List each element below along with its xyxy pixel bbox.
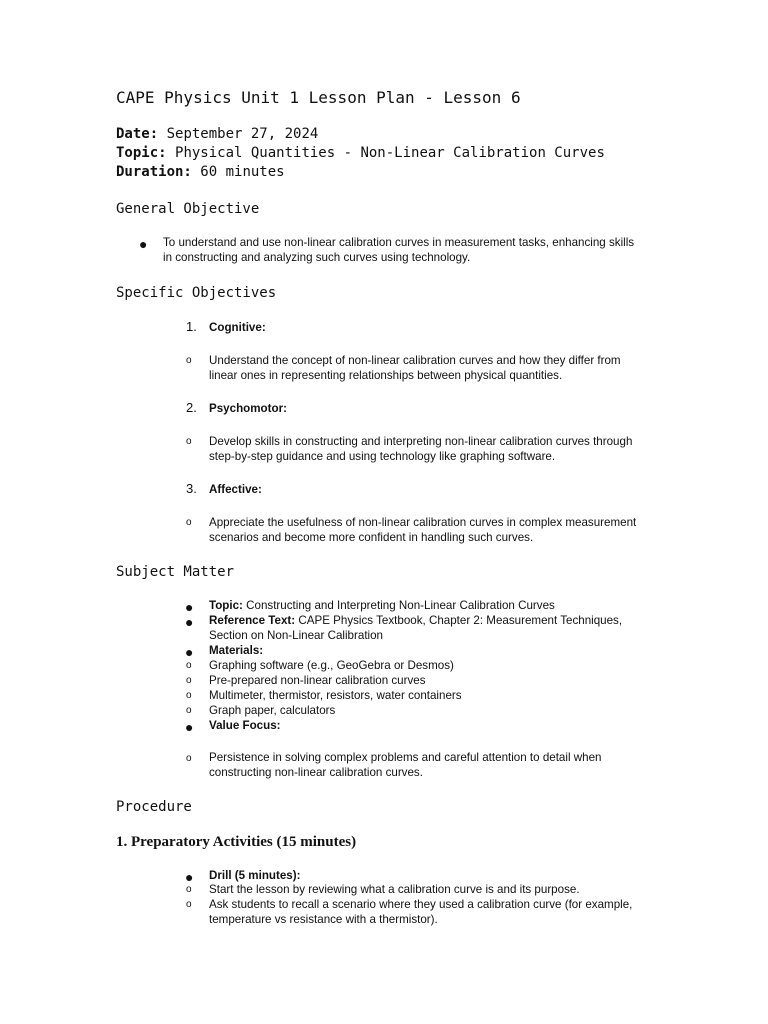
- circle-marker: o: [186, 705, 192, 716]
- bullet-marker: ●: [185, 599, 194, 615]
- duration-line: [116, 164, 285, 180]
- drill-item: temperature vs resistance with a thermistor).: [209, 913, 438, 926]
- circle-marker: o: [186, 660, 192, 671]
- general-objective-heading: General Objective: [116, 201, 260, 217]
- material-item: Pre-prepared non-linear calibration curves: [209, 674, 426, 687]
- circle-marker: o: [186, 753, 192, 764]
- material-item: Graph paper, calculators: [209, 704, 336, 717]
- circle-marker: o: [186, 899, 192, 910]
- objective-detail-line: Appreciate the usefulness of non-linear calibration curves in complex measurement: [209, 516, 637, 529]
- duration-value: 60 minutes: [200, 164, 285, 180]
- bullet-marker: ●: [185, 869, 194, 885]
- materials-label: Materials:: [209, 644, 264, 657]
- drill-label: Drill (5 minutes):: [209, 869, 301, 882]
- material-item: Graphing software (e.g., GeoGebra or Desmos): [209, 659, 454, 672]
- objective-detail-line: step-by-step guidance and using technology like graphing software.: [209, 450, 556, 463]
- objective-label: Affective:: [209, 483, 262, 496]
- general-objective-line: To understand and use non-linear calibration curves in measurement tasks, enhancing skills: [163, 236, 635, 249]
- value-focus-line: Persistence in solving complex problems and careful attention to detail when: [209, 751, 602, 764]
- subject-topic-line: Topic: Constructing and Interpreting Non-Linear Calibration Curves: [209, 599, 555, 612]
- duration-label: Duration:: [116, 164, 192, 180]
- bullet-marker: ●: [185, 719, 194, 735]
- objective-detail-line: scenarios and become more confident in handling such curves.: [209, 531, 534, 544]
- reference-text-line: Reference Text: CAPE Physics Textbook, Chapter 2: Measurement Techniques,: [209, 614, 623, 627]
- reference-text-line: Section on Non-Linear Calibration: [209, 629, 384, 642]
- circle-marker: o: [186, 690, 192, 701]
- value-focus-line: constructing non-linear calibration curves.: [209, 766, 423, 779]
- circle-marker: o: [186, 675, 192, 686]
- date-label: Date:: [116, 126, 159, 142]
- objective-detail-line: Understand the concept of non-linear calibration curves and how they differ from: [209, 354, 621, 367]
- objective-number: 3.: [186, 481, 197, 496]
- circle-marker: o: [186, 884, 192, 895]
- circle-marker: o: [186, 355, 192, 366]
- date-line: [116, 126, 318, 142]
- circle-marker: o: [186, 517, 192, 528]
- date-value: September 27, 2024: [166, 126, 319, 142]
- preparatory-activities-heading: 1. Preparatory Activities (15 minutes): [116, 834, 357, 850]
- topic-label: Topic:: [116, 145, 167, 161]
- objective-detail-line: Develop skills in constructing and interpreting non-linear calibration curves through: [209, 435, 633, 448]
- objective-number: 1.: [186, 319, 197, 334]
- bullet-marker: ●: [185, 644, 194, 660]
- document-title: CAPE Physics Unit 1 Lesson Plan - Lesson 6: [116, 88, 521, 107]
- procedure-heading: Procedure: [116, 799, 192, 815]
- specific-objectives-heading: Specific Objectives: [116, 285, 277, 301]
- bullet-marker: ●: [139, 236, 148, 252]
- drill-item: Ask students to recall a scenario where they used a calibration curve (for example,: [209, 898, 633, 911]
- topic-value: Physical Quantities - Non-Linear Calibration Curves: [175, 145, 605, 161]
- circle-marker: o: [186, 436, 192, 447]
- objective-label: Psychomotor:: [209, 402, 287, 415]
- general-objective-line: in constructing and analyzing such curves using technology.: [163, 251, 471, 264]
- objective-detail-line: linear ones in representing relationships between physical quantities.: [209, 369, 563, 382]
- subject-matter-heading: Subject Matter: [116, 564, 235, 580]
- drill-item: Start the lesson by reviewing what a calibration curve is and its purpose.: [209, 883, 580, 896]
- value-focus-label: Value Focus:: [209, 719, 281, 732]
- material-item: Multimeter, thermistor, resistors, water containers: [209, 689, 462, 702]
- topic-line: [116, 145, 605, 161]
- objective-label: Cognitive:: [209, 321, 266, 334]
- objective-number: 2.: [186, 400, 197, 415]
- bullet-marker: ●: [185, 614, 194, 630]
